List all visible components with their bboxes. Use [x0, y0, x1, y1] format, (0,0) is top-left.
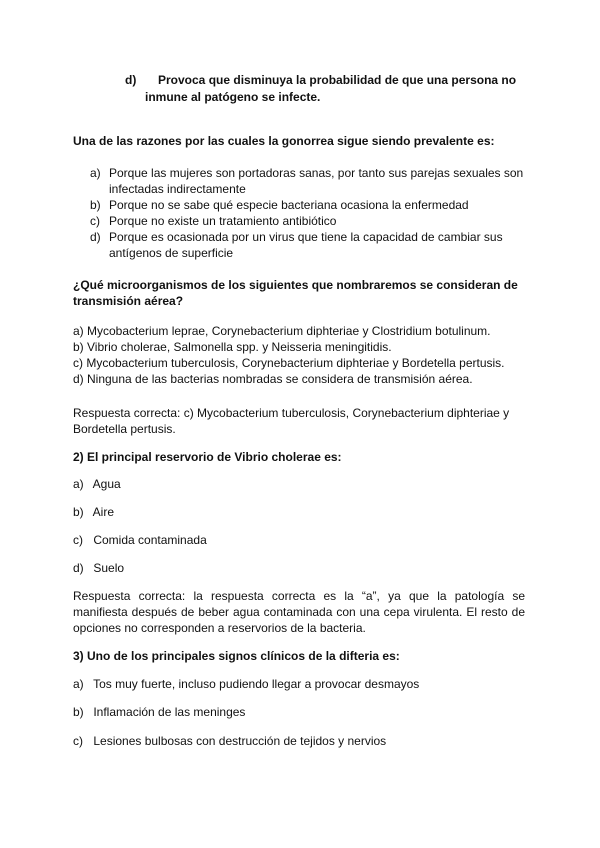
option-text-line2: inmune al patógeno se infecte. — [145, 90, 321, 104]
option-text: Lesiones bulbosas con destrucción de tejidos y nervios — [93, 734, 387, 748]
question-difteria-title: 3) Uno de los principales signos clínicos de la difteria es: — [73, 649, 400, 663]
option-text-line1: Porque no se sabe qué especie bacteriana ocasiona la enfermedad — [109, 198, 469, 212]
option-b: b) Vibrio cholerae, Salmonella spp. y Neisseria meningitidis. — [73, 340, 392, 354]
option-marker: a) — [90, 166, 101, 180]
option-d: d) Ninguna de las bacterias nombradas se considera de transmisión aérea. — [73, 372, 473, 386]
option-marker: c) — [90, 214, 100, 228]
answer-line3: opciones no corresponden a reservorios de la bacteria. — [73, 621, 366, 635]
option-marker: a) — [73, 677, 84, 691]
option-marker: c) — [73, 533, 83, 547]
option-text-line1: Porque no existe un tratamiento antibiótico — [109, 214, 337, 228]
option-text-line1: Provoca que disminuya la probabilidad de que una persona no — [158, 73, 517, 87]
question-vibrio-option-d — [73, 560, 525, 576]
question-title-line2: transmisión aérea? — [73, 294, 184, 308]
question-difteria-option-a — [73, 676, 525, 692]
option-marker: c) — [73, 734, 83, 748]
question-gonorrea-title: Una de las razones por las cuales la gonorrea sigue siendo prevalente es: — [73, 134, 495, 148]
option-marker: b) — [73, 505, 84, 519]
answer-line2: Bordetella pertusis. — [73, 422, 176, 436]
option-a: a) Mycobacterium leprae, Corynebacterium diphteriae y Clostridium botulinum. — [73, 324, 491, 338]
option-text: Aire — [92, 505, 115, 519]
option-marker: b) — [73, 705, 84, 719]
option-a — [73, 165, 525, 197]
answer-line1: Respuesta correcta: c) Mycobacterium tuberculosis, Corynebacterium diphteriae y — [73, 406, 510, 420]
question-vibrio-option-c — [73, 532, 525, 548]
question-vibrio-answer — [73, 588, 525, 636]
option-b — [73, 197, 525, 213]
option-text: Suelo — [93, 561, 125, 575]
option-marker: a) — [73, 477, 84, 491]
option-c — [73, 213, 525, 229]
option-d — [73, 229, 525, 261]
question-aerea-answer — [73, 405, 525, 437]
question-difteria-option-b — [73, 704, 525, 720]
option-c: c) Mycobacterium tuberculosis, Corynebacterium diphteriae y Bordetella pertusis. — [73, 356, 505, 370]
answer-line1: Respuesta correcta: la respuesta correcta es la “a”, ya que la patología se — [73, 589, 525, 603]
option-text-line1: Porque es ocasionada por un virus que tiene la capacidad de cambiar sus — [109, 230, 503, 244]
option-marker: d) — [90, 230, 101, 244]
option-text-line2: infectadas indirectamente — [109, 182, 246, 196]
question-vibrio-option-b — [73, 504, 525, 520]
question-aerea-title — [73, 277, 525, 309]
option-marker: b) — [90, 198, 101, 212]
option-text-line1: Porque las mujeres son portadoras sanas, por tanto sus parejas sexuales son — [109, 166, 524, 180]
question-difteria-option-c — [73, 733, 525, 749]
option-marker: d) — [125, 73, 137, 87]
option-text: Agua — [92, 477, 121, 491]
option-text: Tos muy fuerte, incluso pudiendo llegar a provocar desmayos — [93, 677, 420, 691]
option-text: Comida contaminada — [93, 533, 207, 547]
question-vibrio-option-a — [73, 476, 525, 492]
option-marker: d) — [73, 561, 84, 575]
prev-question-option-d — [125, 72, 545, 106]
question-vibrio-title: 2) El principal reservorio de Vibrio cholerae es: — [73, 450, 342, 464]
option-text-line2: antígenos de superficie — [109, 246, 234, 260]
option-text: Inflamación de las meninges — [93, 705, 246, 719]
question-title-line1: ¿Qué microorganismos de los siguientes que nombraremos se consideran de — [73, 278, 518, 292]
question-aerea-options — [73, 323, 525, 387]
answer-line2: manifiesta después de beber agua contaminada con una cepa virulenta. El resto de — [73, 605, 525, 619]
question-gonorrea-options — [73, 165, 525, 261]
